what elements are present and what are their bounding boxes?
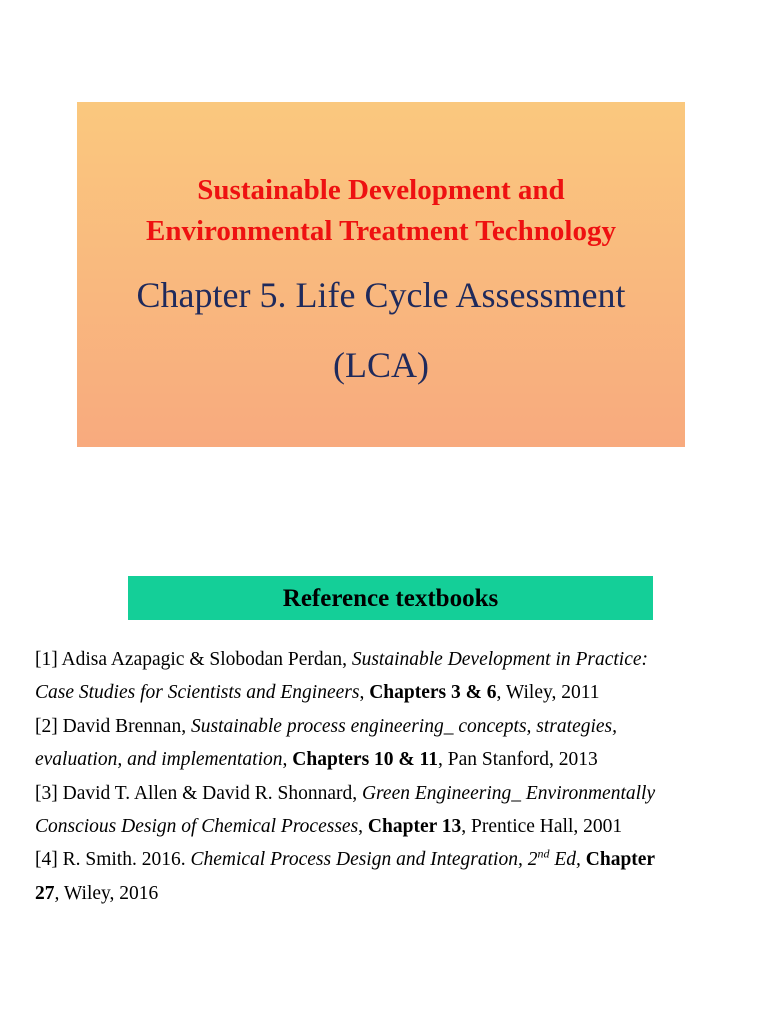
- reference-list: [35, 643, 740, 910]
- reference-2-separator: ,: [282, 749, 293, 771]
- reference-3-chapters: Chapter 13: [367, 816, 462, 838]
- chapter-title: Chapter 5. Life Cycle Assessment: [136, 275, 626, 315]
- reference-2-authors: David Brennan,: [57, 715, 191, 737]
- course-title-line-1: Sustainable Development and: [197, 174, 565, 206]
- references-heading: Reference textbooks: [128, 576, 653, 620]
- reference-1-chapters: Chapters 3 & 6: [369, 682, 497, 704]
- reference-1-line-2: [35, 676, 740, 709]
- reference-4-line-2: [35, 877, 740, 910]
- reference-1-publisher: , Wiley, 2011: [496, 682, 600, 704]
- course-title: [77, 170, 685, 252]
- reference-3-title-part-2: Conscious Design of Chemical Processes: [35, 816, 359, 838]
- reference-4-publisher: Wiley, 2016: [59, 882, 159, 904]
- reference-4-chapter-label: Chapter: [580, 849, 656, 871]
- reference-1-number: [1]: [35, 649, 58, 670]
- reference-2-title-part-2: evaluation, and implementation: [35, 749, 283, 771]
- reference-3-publisher: , Prentice Hall, 2001: [461, 816, 623, 838]
- chapter-abbreviation: (LCA): [333, 345, 429, 385]
- reference-1-line-1: [35, 643, 740, 676]
- title-box: [77, 102, 685, 447]
- reference-2-title-part-1: Sustainable process engineering_ concepts, strategies,: [190, 715, 618, 737]
- reference-1-title-part-1: Sustainable Development in Practice:: [351, 649, 649, 670]
- course-title-line-2: Environmental Treatment Technology: [146, 215, 616, 247]
- reference-4-line-1: [35, 843, 740, 876]
- reference-3-line-2: [35, 810, 740, 843]
- reference-1-title-part-2: Case Studies for Scientists and Engineers: [35, 682, 360, 704]
- reference-2-line-1: [35, 710, 740, 743]
- reference-4-title-edition: Ed,: [549, 849, 581, 871]
- reference-2-chapters: Chapters 10 & 11: [292, 749, 438, 771]
- reference-3-separator: ,: [358, 816, 368, 838]
- reference-2-number: [2]: [35, 715, 58, 737]
- reference-3-number: [3]: [35, 782, 58, 804]
- reference-4-title-part-1: [190, 846, 581, 871]
- reference-4-title-main: Chemical Process Design and Integration, 2: [190, 849, 538, 871]
- reference-3-line-1: [35, 777, 740, 810]
- reference-4-authors: R. Smith. 2016.: [57, 849, 191, 871]
- reference-2-publisher: , Pan Stanford, 2013: [437, 749, 598, 771]
- reference-4-edition-superscript: nd: [537, 846, 550, 861]
- reference-1-authors: Adisa Azapagic & Slobodan Perdan,: [57, 649, 352, 670]
- reference-1-separator: ,: [359, 682, 370, 704]
- reference-3-authors: David T. Allen & David R. Shonnard,: [57, 782, 362, 804]
- reference-4-separator: ,: [54, 882, 60, 904]
- reference-3-title-part-1: Green Engineering_ Environmentally: [361, 782, 656, 804]
- reference-4-chapter-number: 27: [35, 882, 55, 904]
- reference-2-line-2: [35, 743, 740, 776]
- reference-4-number: [4]: [35, 849, 58, 871]
